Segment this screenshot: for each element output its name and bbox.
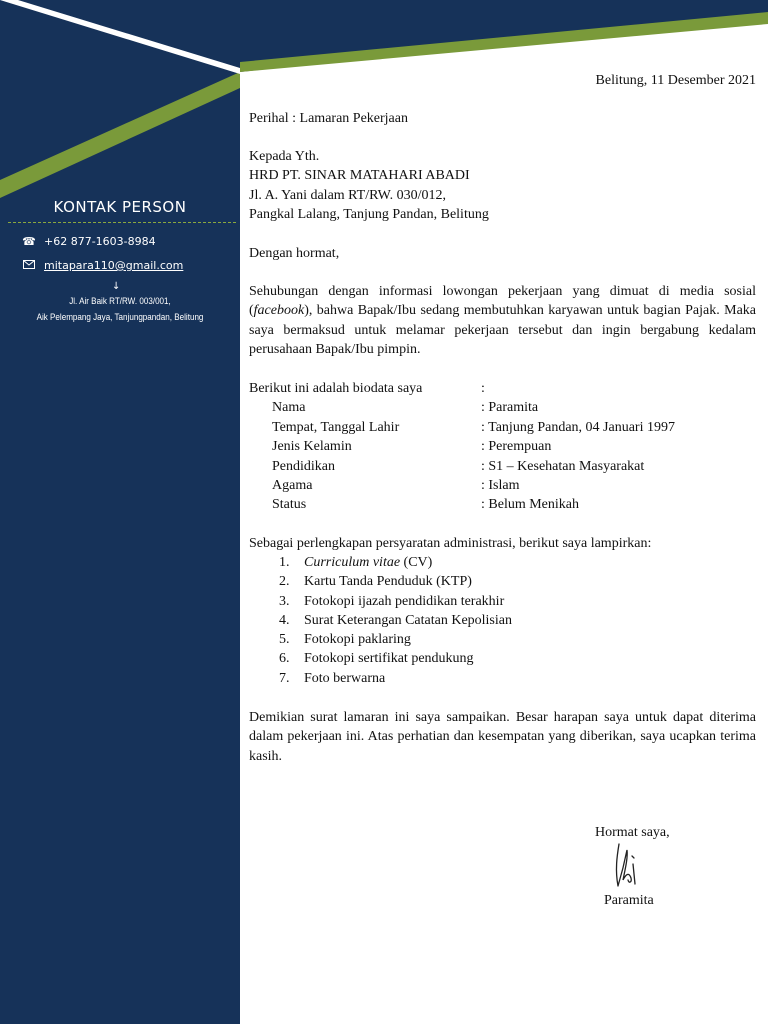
recipient-line: HRD PT. SINAR MATAHARI ABADI [249, 168, 470, 184]
list-item [279, 649, 474, 668]
bio-label: Status [272, 497, 307, 512]
bio-label: Tempat, Tanggal Lahir [272, 420, 400, 435]
list-number: 4. [279, 613, 290, 628]
bio-intro: Berikut ini adalah biodata saya [249, 381, 423, 396]
list-number: 6. [279, 651, 290, 666]
dashed-divider [8, 222, 236, 223]
intro-italic: facebook [253, 303, 305, 319]
letter-date: Belitung, 11 Desember 2021 [595, 73, 756, 88]
location-icon: ↓ [112, 281, 121, 292]
phone-number: +62 877-1603-8984 [44, 235, 156, 248]
list-item [279, 611, 512, 630]
list-text: Fotokopi paklaring [304, 632, 411, 647]
greeting: Dengan hormat, [249, 246, 340, 261]
intro-paragraph [249, 282, 756, 360]
bio-label: Nama [272, 400, 306, 415]
contact-email[interactable] [22, 259, 183, 272]
envelope-icon [22, 259, 36, 272]
address-line-1: Jl. Air Baik RT/RW. 003/001, [69, 296, 171, 307]
bio-value: : S1 – Kesehatan Masyarakat [481, 459, 645, 474]
bio-label: Agama [272, 478, 313, 493]
list-item [279, 572, 472, 591]
signature-image [609, 836, 645, 896]
bio-label: Pendidikan [272, 459, 335, 474]
list-item [279, 669, 385, 688]
contact-phone [22, 235, 156, 248]
list-text: Foto berwarna [304, 671, 386, 686]
recipient-block [249, 147, 489, 225]
list-item [279, 630, 411, 649]
list-text: Fotokopi sertifikat pendukung [304, 651, 474, 666]
list-number: 2. [279, 574, 290, 589]
address-line-2: Aik Pelempang Jaya, Tanjungpandan, Belitung [36, 312, 204, 323]
bio-value: : Perempuan [481, 439, 552, 454]
list-text: (CV) [400, 555, 433, 570]
phone-icon: ☎ [22, 235, 36, 248]
closing-paragraph: Demikian surat lamaran ini saya sampaikan. Besar harapan saya untuk dapat diterima dalam pekerjaan ini. Atas perhatian dan kesempatan yang diberikan, saya ucapkan terima kasih. [249, 710, 756, 764]
email-link[interactable]: mitapara110@gmail.com [44, 259, 184, 272]
recipient-line: Pangkal Lalang, Tanjung Pandan, Belitung [249, 207, 489, 223]
list-item [279, 592, 504, 611]
bio-value: : Islam [481, 478, 520, 493]
recipient-line: Kepada Yth. [249, 149, 320, 164]
green-side-stripe [0, 72, 240, 198]
list-number: 7. [279, 671, 290, 686]
intro-text-start: Sehubungan dengan informasi lowongan pekerjaan yang dimuat di media sosial ( [249, 284, 756, 319]
list-text: Fotokopi ijazah pendidikan terakhir [304, 594, 505, 609]
list-text: Kartu Tanda Penduduk (KTP) [304, 574, 472, 589]
list-number: 5. [279, 632, 290, 647]
intro-text-end: ), bahwa Bapak/Ibu sedang membutuhkan karyawan untuk bagian Pajak. Maka saya bermaksud untuk melamar pekerjaan tersebut dan ingin bergabung kedalam perusahaan Bapak/Ibu pimpin. [249, 303, 756, 358]
white-diagonal-line [0, 0, 240, 74]
bio-value: : Tanjung Pandan, 04 Januari 1997 [481, 420, 675, 435]
closing-salutation: Hormat saya, [595, 825, 670, 840]
bio-label: Jenis Kelamin [272, 439, 352, 454]
list-number: 1. [279, 555, 290, 570]
bio-value: : Paramita [481, 400, 539, 415]
list-item [279, 553, 432, 572]
letter-subject: Perihal : Lamaran Pekerjaan [249, 111, 408, 126]
attachments-intro: Sebagai perlengkapan persyaratan administrasi, berikut saya lampirkan: [249, 536, 652, 551]
bio-value: : Belum Menikah [481, 497, 579, 512]
list-italic: Curriculum vitae [304, 555, 401, 570]
bio-intro-colon: : [481, 381, 485, 396]
list-number: 3. [279, 594, 290, 609]
contact-title: KONTAK PERSON [53, 198, 187, 216]
recipient-line: Jl. A. Yani dalam RT/RW. 030/012, [249, 187, 446, 203]
signer-name: Paramita [604, 893, 654, 908]
contact-address [0, 294, 240, 326]
list-text: Surat Keterangan Catatan Kepolisian [304, 613, 512, 628]
